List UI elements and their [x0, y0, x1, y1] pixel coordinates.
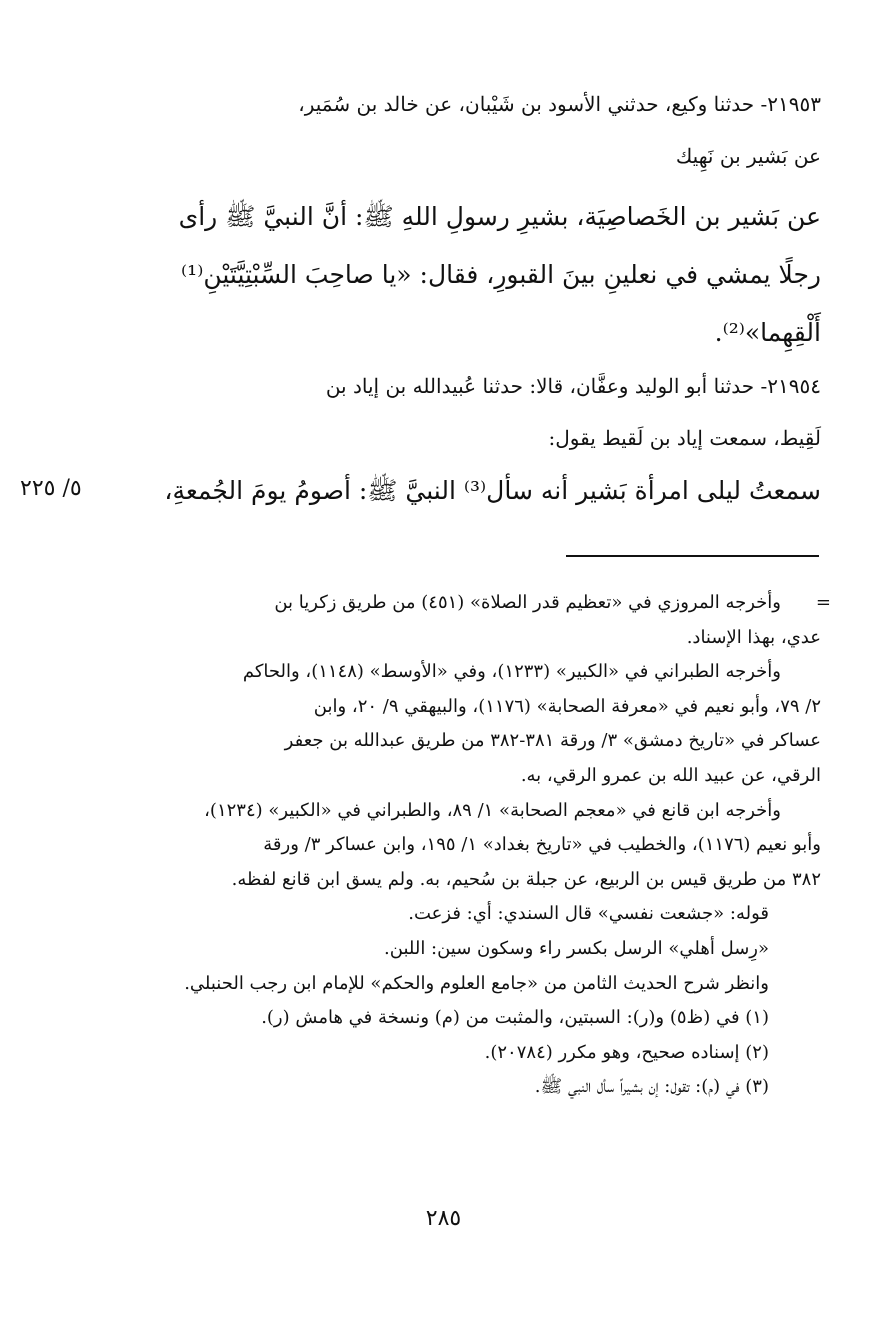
- footnote-line: عدي، بهذا الإسناد.: [686, 626, 821, 648]
- hadith-21954-matn: [121, 462, 821, 520]
- text-line: رجلًا يمشي في نعلينِ بينَ القبورِ، فقال: «يا صاحِبَ السِّبْتِيَّتَيْنِ⁽¹⁾: [181, 260, 821, 289]
- continuation-mark: =: [815, 592, 831, 613]
- page-number: ٢٨٥: [425, 1206, 462, 1231]
- footnotes: [116, 586, 821, 1105]
- footnote-item-2: (٢) إسناده صحيح، وهو مكرر (٢٠٧٨٤).: [484, 1041, 769, 1063]
- footnote-line: وأبو نعيم (١١٧٦)، والخطيب في «تاريخ بغداد» ١/ ١٩٥، وابن عساكر ٣/ ورقة: [263, 834, 821, 856]
- footnote-separator: [566, 555, 819, 557]
- footnote-line: قوله: «جشعت نفسي» قال السندي: أي: فزعت.: [408, 903, 769, 925]
- text-line: عن بَشير بن الخَصاصِيَة، بشيرِ رسولِ اللهِ ﷺ: أنَّ النبيَّ ﷺ رأى: [178, 202, 821, 231]
- footnote-line: وأخرجه المروزي في «تعظيم قدر الصلاة» (٤٥١) من طريق زكريا بن: [274, 592, 781, 613]
- footnote-line: «رِسل أهلي» الرسل بكسر راء وسكون سين: اللبن.: [384, 937, 769, 959]
- text-line: أَلْقِهِما»⁽²⁾.: [714, 318, 821, 347]
- margin-volume-page-reference: ٥/ ٢٢٥: [20, 476, 82, 501]
- footnote-line: وأخرجه الطبراني في «الكبير» (١٢٣٣)، وفي «الأوسط» (١١٤٨)، والحاكم: [242, 661, 781, 683]
- footnote-line: ٢/ ٧٩، وأبو نعيم في «معرفة الصحابة» (١١٧٦)، والبيهقي ٩/ ٢٠، وابن: [313, 695, 821, 717]
- text-line: سمعتُ ليلى امرأة بَشير أنه سأل⁽³⁾ النبيَّ ﷺ: أصومُ يومَ الجُمعةِ،: [164, 476, 821, 505]
- hadith-21953-matn: [121, 188, 821, 362]
- text-line: عن بَشير بن نَهِيك: [675, 144, 821, 168]
- text-line: ٢١٩٥٤- حدثنا أبو الوليد وعفَّان، قالا: حدثنا عُبيدالله بن إياد بن: [325, 374, 821, 398]
- text-line: ٢١٩٥٣- حدثنا وكيع، حدثني الأسود بن شَيْبان، عن خالد بن سُمَير،: [298, 92, 821, 116]
- footnote-line: الرقي، عن عبيد الله بن عمرو الرقي، به.: [520, 764, 821, 786]
- text-line: لَقِيط، سمعت إياد بن لَقيط يقول:: [548, 426, 821, 450]
- hadith-21954-isnad: [121, 360, 821, 464]
- footnote-line: ٣٨٢ من طريق قيس بن الربيع، عن جبلة بن سُحيم، به. ولم يسق ابن قانع لفظه.: [231, 868, 821, 890]
- footnote-line: وانظر شرح الحديث الثامن من «جامع العلوم والحكم» للإمام ابن رجب الحنبلي.: [184, 972, 769, 994]
- footnote-item-1: (١) في (ظ٥) و(ر): السبتين، والمثبت من (م) ونسخة في هامش (ر).: [261, 1007, 769, 1029]
- footnote-line: عساكر في «تاريخ دمشق» ٣/ ورقة ٣٨١-٣٨٢ من طريق عبدالله بن جعفر: [284, 730, 821, 752]
- hadith-21953-isnad: [121, 78, 821, 182]
- footnote-item-3: (٣) في (م): تقول: إن بشيراً سأل النبي ﷺ.: [534, 1076, 769, 1098]
- footnote-line: وأخرجه ابن قانع في «معجم الصحابة» ١/ ٨٩، والطبراني في «الكبير» (١٢٣٤)،: [204, 799, 781, 821]
